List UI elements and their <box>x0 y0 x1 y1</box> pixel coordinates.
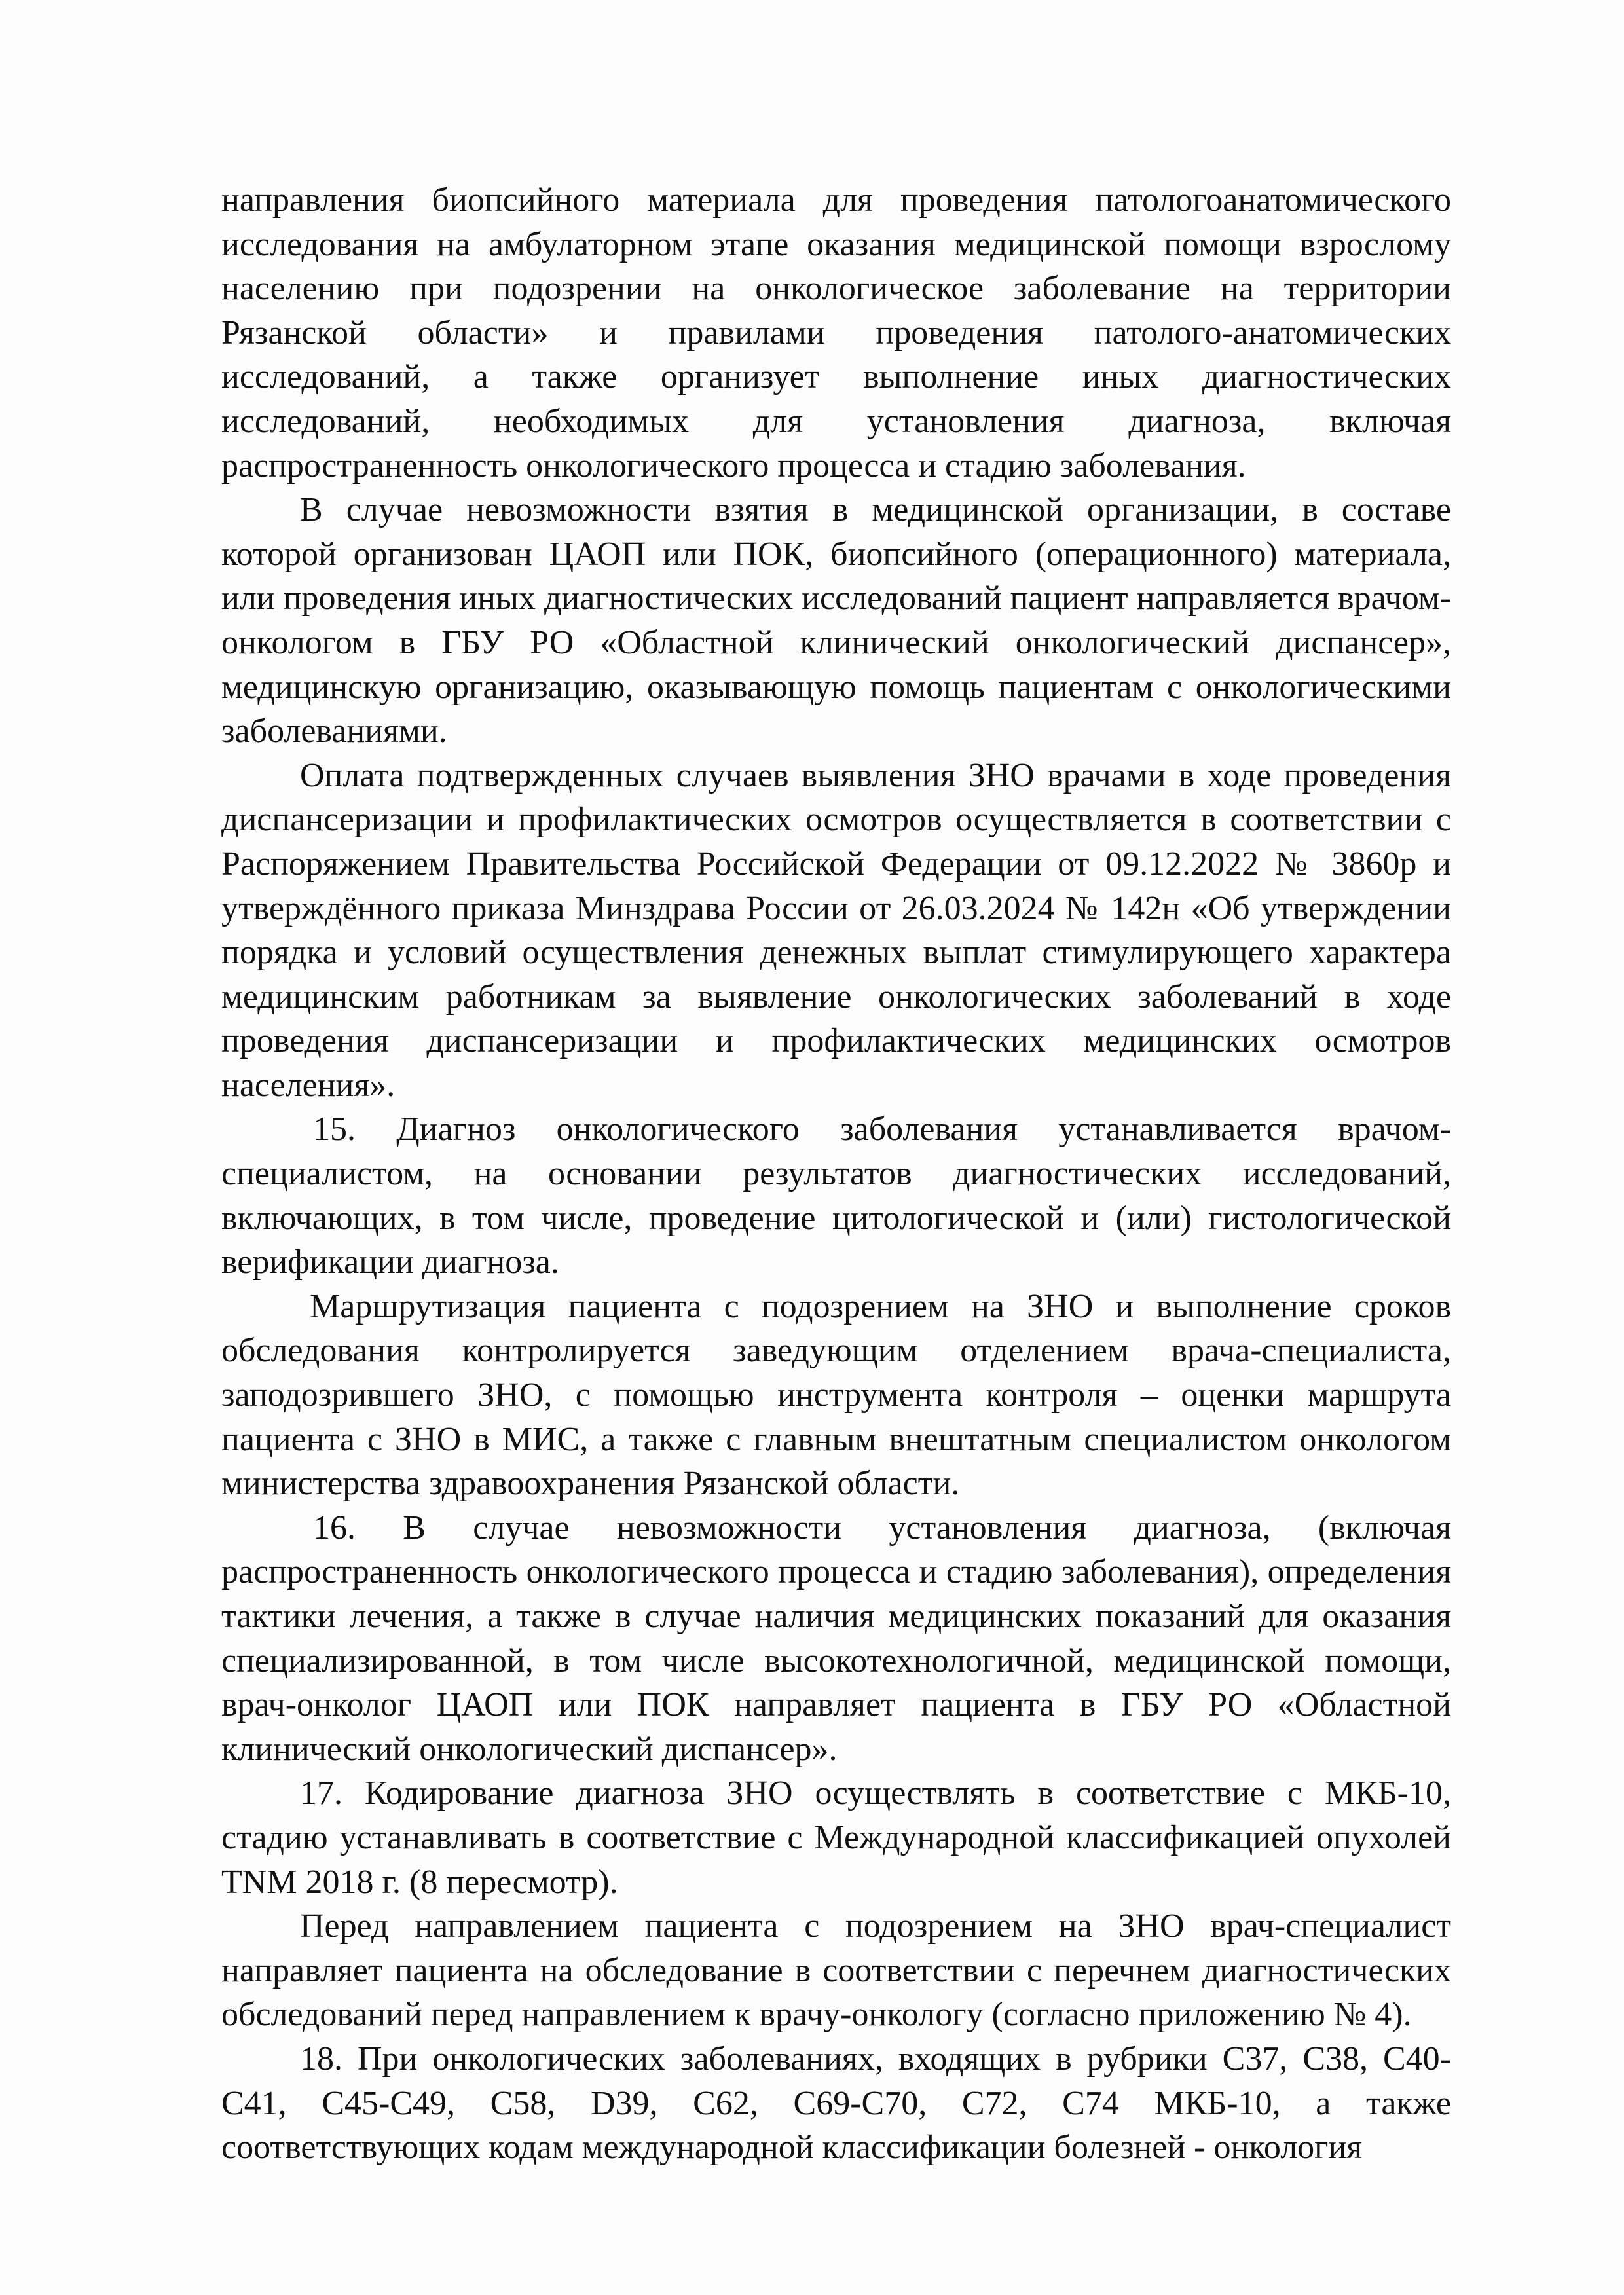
paragraph-item-18: 18. При онкологических заболеваниях, входящих в рубрики C37, C38, C40-C41, C45-C49, C58, D39, C62, C69-C70, C72, C74 МКБ-10, а также соответствующих кодам международной классификации болезней - онкология <box>221 2040 1451 2167</box>
paragraph-payment: Оплата подтвержденных случаев выявления ЗНО врачами в ходе проведения диспансеризации и профилактических осмотров осуществляется в соответствии с Распоряжением Правительства Российской Федерации от 09.12.2022 № 3860р и утверждённого приказа Минздрава России от 26.03.2024 № 142н «Об утверждении порядка и условий осуществления денежных выплат стимулирующего характера медицинским работникам за выявление онкологических заболеваний в ходе проведения диспансеризации и профилактических медицинских осмотров населения». <box>221 756 1451 1104</box>
paragraph-pre-referral: Перед направлением пациента с подозрением на ЗНО врач-специалист направляет пациента на обследование в соответствии с перечнем диагностических обследований перед направлением к врачу-онкологу (согласно приложению № 4). <box>221 1907 1451 2034</box>
document-body <box>221 178 1451 2170</box>
paragraph-item-17: 17. Кодирование диагноза ЗНО осуществлять в соответствие с МКБ-10, стадию устанавливать в соответствие с Международной классификацией опухолей TNM 2018 г. (8 пересмотр). <box>221 1774 1451 1901</box>
paragraph-item-15: 15. Диагноз онкологического заболевания устанавливается врачом-специалистом, на основании результатов диагностических исследований, включающих, в том числе, проведение цитологической и (или) гистологической верификации диагноза. <box>221 1111 1451 1281</box>
paragraph-routing-control: Маршрутизация пациента с подозрением на ЗНО и выполнение сроков обследования контролируется заведующим отделением врача-специалиста, заподозрившего ЗНО, с помощью инструмента контроля – оценки маршрута пациента с ЗНО в МИС, а также с главным внештатным специалистом онкологом министерства здравоохранения Рязанской области. <box>221 1287 1451 1503</box>
paragraph-impossibility-biopsy: В случае невозможности взятия в медицинской организации, в составе которой организован ЦАОП или ПОК, биопсийного (операционного) материала, или проведения иных диагностических исследований пациент направляется врачом-онкологом в ГБУ РО «Областной клинический онкологический диспансер», медицинскую организацию, оказывающую помощь пациентам с онкологическими заболеваниями. <box>221 491 1451 750</box>
paragraph-item-16: 16. В случае невозможности установления диагноза, (включая распространенность онкологического процесса и стадию заболевания), определения тактики лечения, а также в случае наличия медицинских показаний для оказания специализированной, в том числе высокотехнологичной, медицинской помощи, врач-онколог ЦАОП или ПОК направляет пациента в ГБУ РО «Областной клинический онкологический диспансер». <box>221 1509 1451 1768</box>
paragraph-biopsy-referral: направления биопсийного материала для проведения патологоанатомического исследования на амбулаторном этапе оказания медицинской помощи взрослому населению при подозрении на онкологическое заболевание на территории Рязанской области» и правилами проведения патолого-анатомических исследований, а также организует выполнение иных диагностических исследований, необходимых для установления диагноза, включая распространенность онкологического процесса и стадию заболевания. <box>221 181 1451 485</box>
